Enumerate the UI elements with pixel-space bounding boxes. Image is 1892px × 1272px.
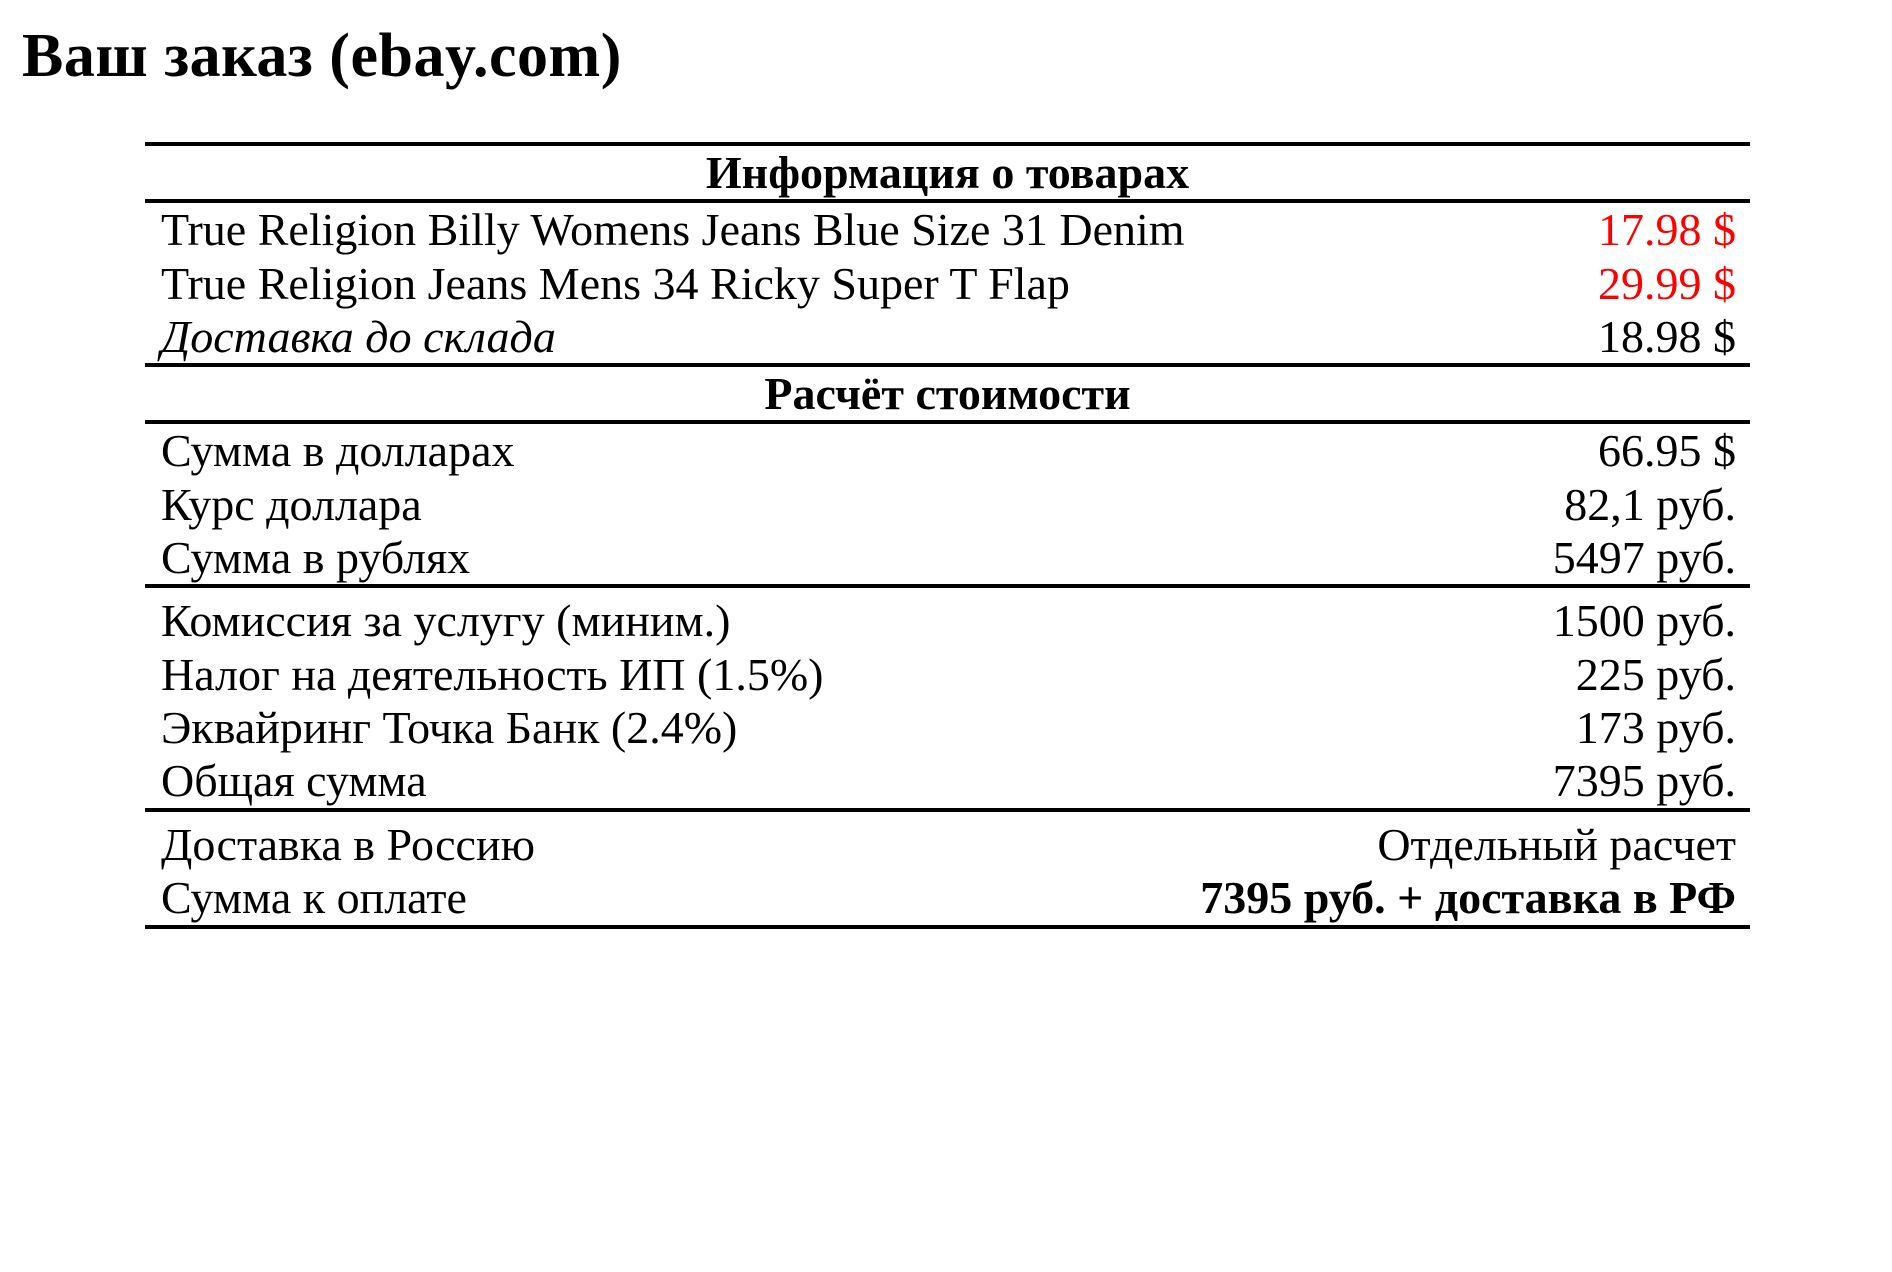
section-header-items-label: Информация о товарах bbox=[145, 144, 1750, 201]
service-fee-value: 1500 руб. bbox=[1552, 595, 1736, 647]
delivery-russia-label: Доставка в Россию bbox=[161, 818, 535, 870]
section-header-calculation-label: Расчёт стоимости bbox=[145, 365, 1750, 422]
sum-usd-value: 66.95 $ bbox=[1598, 425, 1736, 477]
table-row bbox=[145, 648, 1750, 701]
section-header-calculation bbox=[145, 365, 1750, 422]
service-fee-label: Комиссия за услугу (миним.) bbox=[161, 595, 731, 647]
usd-rate-value: 82,1 руб. bbox=[1564, 478, 1736, 530]
order-table-wrapper bbox=[145, 142, 1750, 928]
table-row bbox=[145, 701, 1750, 754]
shipping-to-warehouse-label: Доставка до склада bbox=[145, 310, 1195, 365]
table-row bbox=[145, 201, 1750, 256]
row-spacer bbox=[145, 586, 1750, 594]
order-table bbox=[145, 142, 1750, 928]
table-row bbox=[145, 422, 1750, 477]
table-row bbox=[145, 871, 1750, 926]
sum-rub-label: Сумма в рублях bbox=[145, 531, 1195, 586]
table-row bbox=[145, 818, 1750, 871]
total-sum-label: Общая сумма bbox=[145, 754, 1195, 809]
table-row bbox=[145, 594, 1750, 647]
item-label: True Religion Jeans Mens 34 Ricky Super T Flap bbox=[161, 257, 1070, 309]
tax-value: 225 руб. bbox=[1575, 648, 1736, 700]
item-price: 17.98 $ bbox=[1598, 204, 1736, 256]
table-row bbox=[145, 310, 1750, 365]
total-sum-value: 7395 руб. bbox=[1195, 754, 1750, 809]
item-label: True Religion Billy Womens Jeans Blue Size 31 Denim bbox=[161, 204, 1185, 256]
shipping-to-warehouse-price: 18.98 $ bbox=[1195, 310, 1750, 365]
amount-due-value: 7395 руб. + доставка в РФ bbox=[1195, 871, 1750, 926]
page-title: Ваш заказ (ebay.com) bbox=[22, 22, 622, 90]
delivery-russia-value: Отдельный расчет bbox=[1377, 818, 1736, 870]
table-row bbox=[145, 478, 1750, 531]
table-row bbox=[145, 531, 1750, 586]
acquiring-value: 173 руб. bbox=[1575, 702, 1736, 754]
section-header-items bbox=[145, 144, 1750, 201]
amount-due-label: Сумма к оплате bbox=[145, 871, 1195, 926]
sum-rub-value: 5497 руб. bbox=[1195, 531, 1750, 586]
table-row bbox=[145, 754, 1750, 809]
tax-label: Налог на деятельность ИП (1.5%) bbox=[161, 648, 824, 700]
table-row bbox=[145, 257, 1750, 310]
sum-usd-label: Сумма в долларах bbox=[161, 425, 515, 477]
row-spacer bbox=[145, 810, 1750, 818]
acquiring-label: Эквайринг Точка Банк (2.4%) bbox=[161, 702, 738, 754]
usd-rate-label: Курс доллара bbox=[161, 478, 422, 530]
item-price: 29.99 $ bbox=[1598, 257, 1736, 309]
order-summary-page bbox=[0, 22, 1892, 1272]
